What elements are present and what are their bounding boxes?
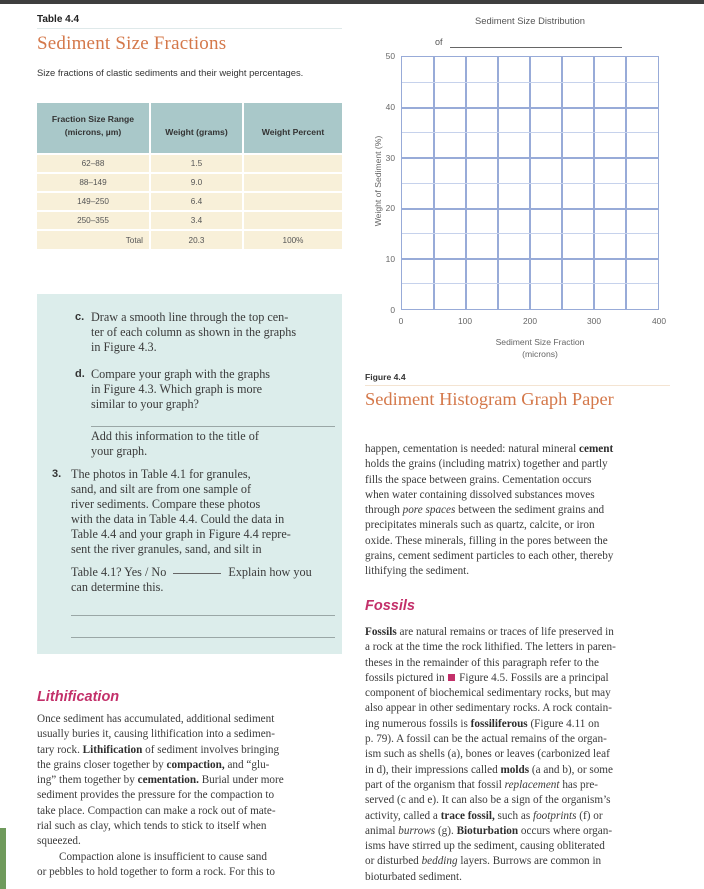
table-row <box>37 192 342 211</box>
x-tick: 100 <box>458 316 472 326</box>
figure-divider <box>365 385 670 386</box>
table-label: Table 4.4 <box>37 14 80 25</box>
y-tick: 0 <box>390 305 395 315</box>
question-d-marker: d. <box>75 368 85 380</box>
table-caption: Size fractions of clastic sediments and their weight percentages. <box>37 67 304 78</box>
chart-title-blank[interactable] <box>450 47 622 48</box>
header-weight-grams: Weight (grams) <box>150 103 243 154</box>
answer-line-3a[interactable] <box>71 615 335 616</box>
graph-paper-grid[interactable] <box>401 56 659 310</box>
lithification-heading: Lithification <box>37 689 120 705</box>
sediment-fractions-table <box>37 103 342 249</box>
cell-range: 250–355 <box>37 211 150 230</box>
cell-range: 62–88 <box>37 154 150 173</box>
question-d: d. Compare your graph with the graphs in Figure 4.3. Which graph is more similar to your graph? <box>75 367 271 411</box>
table-row <box>37 154 342 173</box>
cell-weight: 9.0 <box>150 173 243 192</box>
cell-percent[interactable] <box>243 211 342 230</box>
cell-weight: 6.4 <box>150 192 243 211</box>
table-row <box>37 211 342 230</box>
x-tick: 400 <box>652 316 666 326</box>
cell-range: 88–149 <box>37 173 150 192</box>
cell-range: 149–250 <box>37 192 150 211</box>
fossils-heading: Fossils <box>365 598 415 614</box>
table-total-row <box>37 230 342 249</box>
cell-percent[interactable] <box>243 154 342 173</box>
header-weight-percent: Weight Percent <box>243 103 342 154</box>
cell-percent[interactable] <box>243 192 342 211</box>
y-tick: 20 <box>385 203 395 213</box>
figure-label: Figure 4.4 <box>365 372 406 382</box>
cell-weight: 1.5 <box>150 154 243 173</box>
table-row <box>37 173 342 192</box>
table-title: Sediment Size Fractions <box>37 33 227 54</box>
x-tick: 200 <box>523 316 537 326</box>
y-tick: 10 <box>385 254 395 264</box>
y-tick: 30 <box>385 153 395 163</box>
total-percent: 100% <box>243 230 342 249</box>
figure-title: Sediment Histogram Graph Paper <box>365 389 614 409</box>
x-tick: 300 <box>587 316 601 326</box>
cell-percent[interactable] <box>243 173 342 192</box>
yes-no-line: Table 4.1? Yes / No Explain how you <box>71 565 312 579</box>
x-axis-label: Sediment Size Fraction (microns) <box>495 337 585 359</box>
top-border-bar <box>0 0 704 4</box>
question-3-marker: 3. <box>52 468 62 480</box>
fossils-paragraph: Fossils are natural remains or traces of life preserved in a rock at the time the rock lithified. The letters in paren- theses in the remainder of this paragraph refer to the fossils pictured in Figure 4.5. Fossils are a principal component of biochemical sedimentary rocks, but may also appear in other sedimentary rocks. A rock contain- ing numerous fossils is fossiliferous (Figure 4.11 on p. 79). A fossil can be the actual remains of the organ- ism such as shells (a), bones or leaves (carbonized leaf in d), their impressions called molds (a and b), or some part of the organism that fossil replacement has pre- served (c and e). It can also be a sign of the organism’s activity, called a trace fossil, such as footprints (f) or animal burrows (g). Bioturbation occurs where organ- isms have stirred up the sediment, causing obliterated or disturbed bedding layers. Burrows are common in bioturbated sediment. <box>365 626 616 883</box>
header-fraction-range: Fraction Size Range (microns, µm) <box>37 103 150 154</box>
answer-line-3b[interactable] <box>71 637 335 638</box>
chart-subtitle-of: of <box>435 37 443 47</box>
question-c: c. Draw a smooth line through the top cen- ter of each column as shown in the graphs in Figure 4.3. <box>75 310 297 354</box>
yes-no-blank[interactable] <box>173 573 221 574</box>
cell-weight: 3.4 <box>150 211 243 230</box>
chapter-side-tab <box>0 828 6 889</box>
chart-title: Sediment Size Distribution <box>475 15 585 26</box>
figure-reference-square-icon <box>448 674 455 681</box>
table-divider <box>37 28 342 29</box>
total-weight: 20.3 <box>150 230 243 249</box>
y-axis-label: Weight of Sediment (%) <box>373 135 383 227</box>
table-header-row <box>37 103 342 154</box>
y-tick: 40 <box>385 102 395 112</box>
y-tick: 50 <box>385 51 395 61</box>
add-info-note: Add this information to the title of your graph. <box>91 429 259 458</box>
total-label: Total <box>37 230 150 249</box>
lithification-paragraph: Once sediment has accumulated, additional sediment usually buries it, causing lithification into a sedimen- tary rock. Lithification of sediment involves bringing the grains closer together by compaction, and “glu- ing” them together by cementation. Burial under more sediment provides the pressure for the compaction to take place. Compaction can make a rock out of mate- rial such as clay, which tends to stick to itself when squeezed. Compaction alone is insufficient to cause sand or pebbles to hold together to form a rock. For this to <box>37 713 284 878</box>
question-c-marker: c. <box>75 311 85 323</box>
cementation-paragraph: happen, cementation is needed: natural mineral cement holds the grains (including matrix) together and partly fills the space between grains. Cementation occurs when water containing dissolved substances moves through pore spaces between the sediment grains and precipitates minerals such as quartz, calcite, or iron oxide. These minerals, filling in the pores between the grains, cement sediment particles to each other, thereby lithifying the sediment. <box>365 443 614 578</box>
exercise-box <box>37 294 342 654</box>
question-3: 3. The photos in Table 4.1 for granules, sand, and silt are from one sample of river sediments. Compare these photos with the data in Table 4.4. Could the data in Table 4.4 and your graph in Figure 4.4 repre- sent the river granules, sand, and silt in Table 4.1? Yes / No Explain how you can determine this. <box>71 467 339 595</box>
x-tick: 0 <box>398 316 404 326</box>
answer-line-d[interactable] <box>91 426 335 427</box>
